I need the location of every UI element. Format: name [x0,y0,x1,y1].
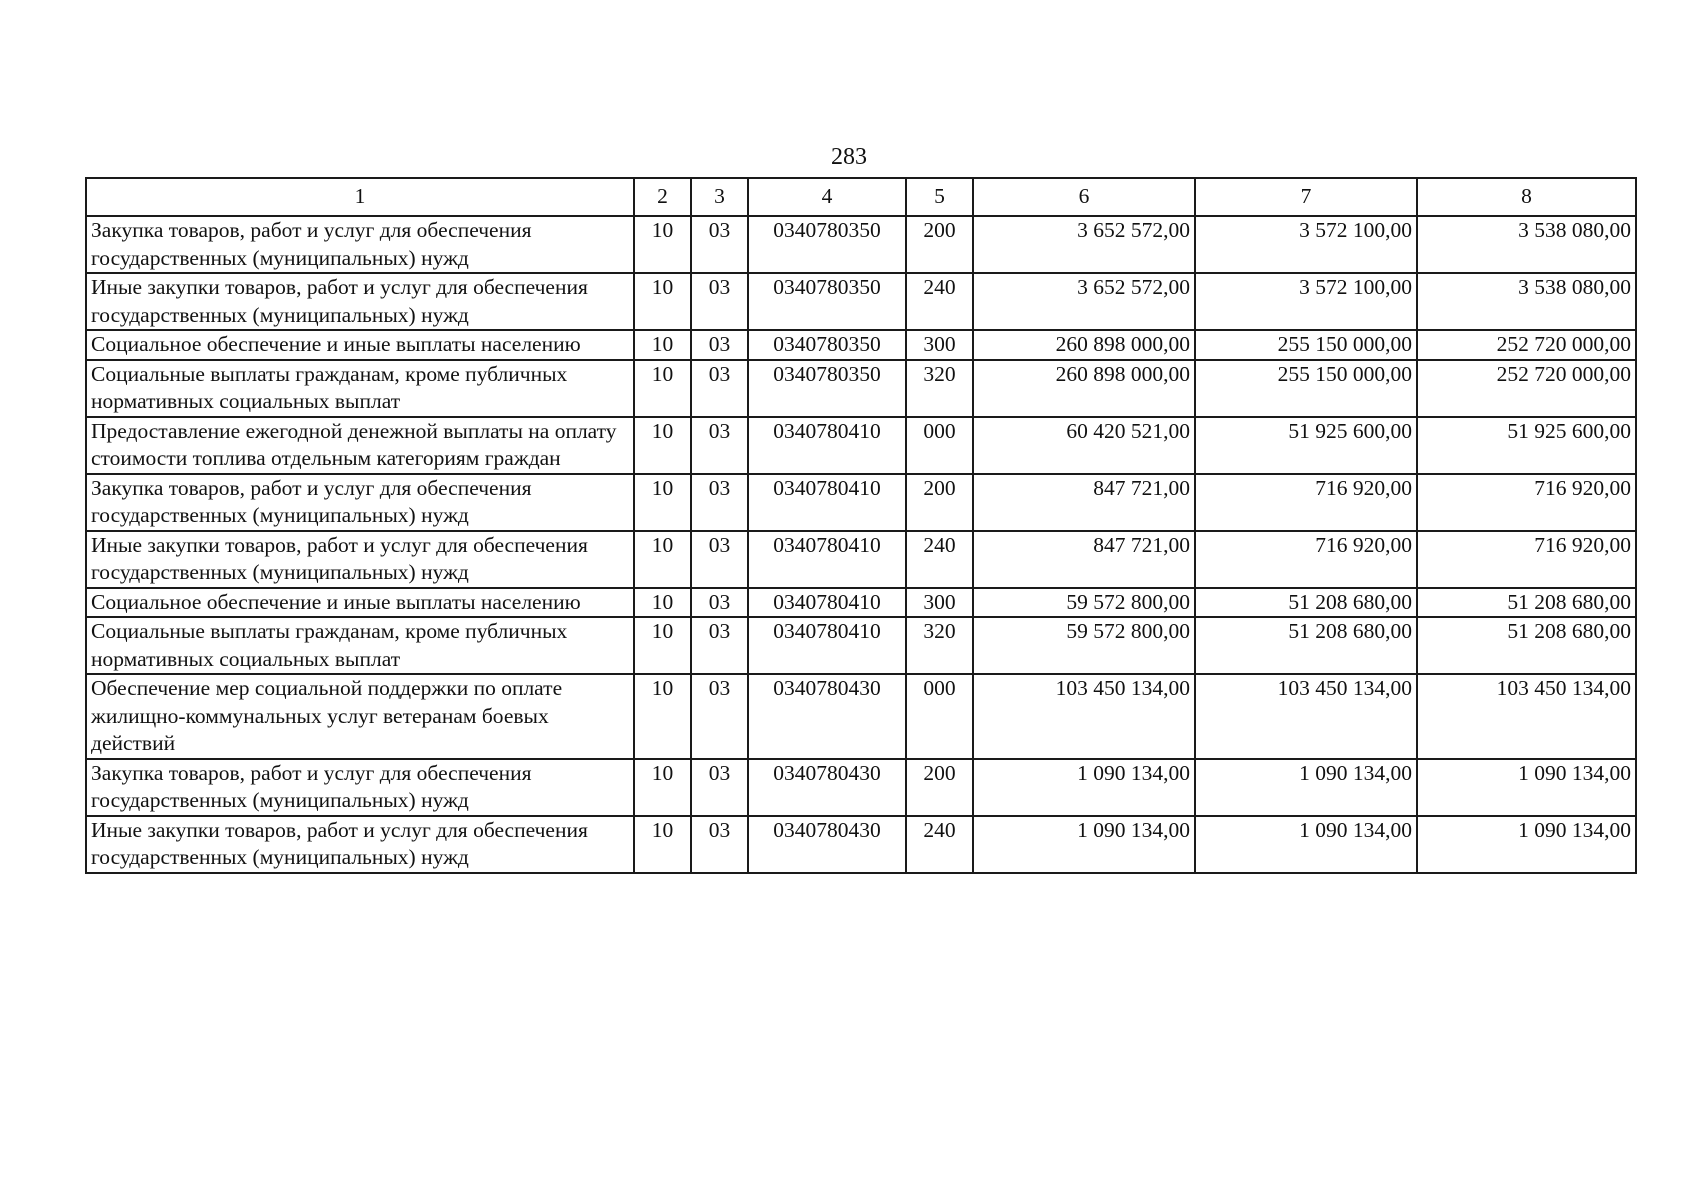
table-row [86,216,1636,273]
row-subsection-code: 03 [691,330,748,360]
table-row [86,474,1636,531]
header-col-1: 1 [86,178,634,216]
row-target-article-code: 0340780430 [748,674,906,759]
row-target-article-code: 0340780350 [748,360,906,417]
row-amount-col-6: 59 572 800,00 [973,617,1195,674]
header-col-4: 4 [748,178,906,216]
row-amount-col-7: 716 920,00 [1195,474,1417,531]
row-target-article-code: 0340780350 [748,273,906,330]
row-name: Закупка товаров, работ и услуг для обеспечения государственных (муниципальных) нужд [86,474,634,531]
row-section-code: 10 [634,588,691,618]
row-amount-col-7: 51 925 600,00 [1195,417,1417,474]
row-amount-col-7: 51 208 680,00 [1195,617,1417,674]
row-name: Закупка товаров, работ и услуг для обеспечения государственных (муниципальных) нужд [86,216,634,273]
row-amount-col-7: 255 150 000,00 [1195,360,1417,417]
table-row [86,360,1636,417]
row-name: Иные закупки товаров, работ и услуг для обеспечения государственных (муниципальных) нужд [86,816,634,873]
table-row [86,674,1636,759]
row-section-code: 10 [634,417,691,474]
row-amount-col-8: 51 208 680,00 [1417,617,1636,674]
row-name: Закупка товаров, работ и услуг для обеспечения государственных (муниципальных) нужд [86,759,634,816]
row-amount-col-8: 252 720 000,00 [1417,360,1636,417]
row-amount-col-7: 3 572 100,00 [1195,216,1417,273]
row-target-article-code: 0340780350 [748,330,906,360]
row-amount-col-6: 103 450 134,00 [973,674,1195,759]
row-target-article-code: 0340780430 [748,816,906,873]
row-target-article-code: 0340780410 [748,588,906,618]
row-target-article-code: 0340780410 [748,417,906,474]
row-amount-col-8: 1 090 134,00 [1417,759,1636,816]
row-amount-col-6: 3 652 572,00 [973,216,1195,273]
header-row [86,178,1636,216]
row-subsection-code: 03 [691,417,748,474]
row-name: Социальное обеспечение и иные выплаты населению [86,588,634,618]
row-subsection-code: 03 [691,759,748,816]
header-col-2: 2 [634,178,691,216]
row-amount-col-8: 1 090 134,00 [1417,816,1636,873]
row-subsection-code: 03 [691,273,748,330]
row-amount-col-6: 59 572 800,00 [973,588,1195,618]
budget-table [85,177,1637,874]
row-amount-col-6: 3 652 572,00 [973,273,1195,330]
row-name: Социальные выплаты гражданам, кроме публичных нормативных социальных выплат [86,360,634,417]
row-section-code: 10 [634,617,691,674]
row-target-article-code: 0340780410 [748,617,906,674]
row-name: Социальное обеспечение и иные выплаты населению [86,330,634,360]
row-subsection-code: 03 [691,816,748,873]
row-amount-col-7: 1 090 134,00 [1195,816,1417,873]
row-amount-col-6: 260 898 000,00 [973,360,1195,417]
row-expense-type-code: 000 [906,417,973,474]
table-row [86,588,1636,618]
row-subsection-code: 03 [691,216,748,273]
row-expense-type-code: 000 [906,674,973,759]
row-amount-col-7: 103 450 134,00 [1195,674,1417,759]
row-amount-col-8: 3 538 080,00 [1417,216,1636,273]
row-amount-col-7: 716 920,00 [1195,531,1417,588]
header-col-5: 5 [906,178,973,216]
row-amount-col-8: 51 208 680,00 [1417,588,1636,618]
row-expense-type-code: 200 [906,216,973,273]
table-row [86,417,1636,474]
row-section-code: 10 [634,674,691,759]
header-col-8: 8 [1417,178,1636,216]
row-name: Предоставление ежегодной денежной выплаты на оплату стоимости топлива отдельным категориям граждан [86,417,634,474]
header-col-6: 6 [973,178,1195,216]
header-col-3: 3 [691,178,748,216]
row-amount-col-6: 60 420 521,00 [973,417,1195,474]
row-name: Иные закупки товаров, работ и услуг для обеспечения государственных (муниципальных) нужд [86,531,634,588]
row-expense-type-code: 320 [906,360,973,417]
row-amount-col-8: 103 450 134,00 [1417,674,1636,759]
row-subsection-code: 03 [691,617,748,674]
table-row [86,330,1636,360]
row-amount-col-7: 1 090 134,00 [1195,759,1417,816]
row-section-code: 10 [634,360,691,417]
row-subsection-code: 03 [691,360,748,417]
row-expense-type-code: 240 [906,273,973,330]
page-number: 283 [831,144,867,170]
row-expense-type-code: 200 [906,759,973,816]
row-section-code: 10 [634,816,691,873]
row-expense-type-code: 300 [906,588,973,618]
row-amount-col-6: 260 898 000,00 [973,330,1195,360]
row-section-code: 10 [634,273,691,330]
row-amount-col-8: 716 920,00 [1417,531,1636,588]
table-row [86,759,1636,816]
table-row [86,273,1636,330]
row-amount-col-6: 1 090 134,00 [973,759,1195,816]
row-name: Обеспечение мер социальной поддержки по оплате жилищно-коммунальных услуг ветеранам боевых действий [86,674,634,759]
table-row [86,531,1636,588]
row-expense-type-code: 240 [906,531,973,588]
row-subsection-code: 03 [691,531,748,588]
row-name: Социальные выплаты гражданам, кроме публичных нормативных социальных выплат [86,617,634,674]
row-amount-col-8: 51 925 600,00 [1417,417,1636,474]
header-col-7: 7 [1195,178,1417,216]
row-target-article-code: 0340780430 [748,759,906,816]
row-amount-col-6: 847 721,00 [973,531,1195,588]
row-amount-col-6: 1 090 134,00 [973,816,1195,873]
row-target-article-code: 0340780350 [748,216,906,273]
table-row [86,617,1636,674]
row-amount-col-8: 716 920,00 [1417,474,1636,531]
table-row [86,816,1636,873]
row-amount-col-7: 255 150 000,00 [1195,330,1417,360]
row-expense-type-code: 300 [906,330,973,360]
row-subsection-code: 03 [691,474,748,531]
row-expense-type-code: 200 [906,474,973,531]
row-expense-type-code: 320 [906,617,973,674]
row-subsection-code: 03 [691,588,748,618]
row-amount-col-8: 3 538 080,00 [1417,273,1636,330]
row-amount-col-7: 3 572 100,00 [1195,273,1417,330]
row-section-code: 10 [634,759,691,816]
row-amount-col-8: 252 720 000,00 [1417,330,1636,360]
row-subsection-code: 03 [691,674,748,759]
row-amount-col-7: 51 208 680,00 [1195,588,1417,618]
row-target-article-code: 0340780410 [748,531,906,588]
row-name: Иные закупки товаров, работ и услуг для обеспечения государственных (муниципальных) нужд [86,273,634,330]
row-section-code: 10 [634,216,691,273]
row-target-article-code: 0340780410 [748,474,906,531]
row-section-code: 10 [634,474,691,531]
row-amount-col-6: 847 721,00 [973,474,1195,531]
row-section-code: 10 [634,330,691,360]
row-section-code: 10 [634,531,691,588]
row-expense-type-code: 240 [906,816,973,873]
